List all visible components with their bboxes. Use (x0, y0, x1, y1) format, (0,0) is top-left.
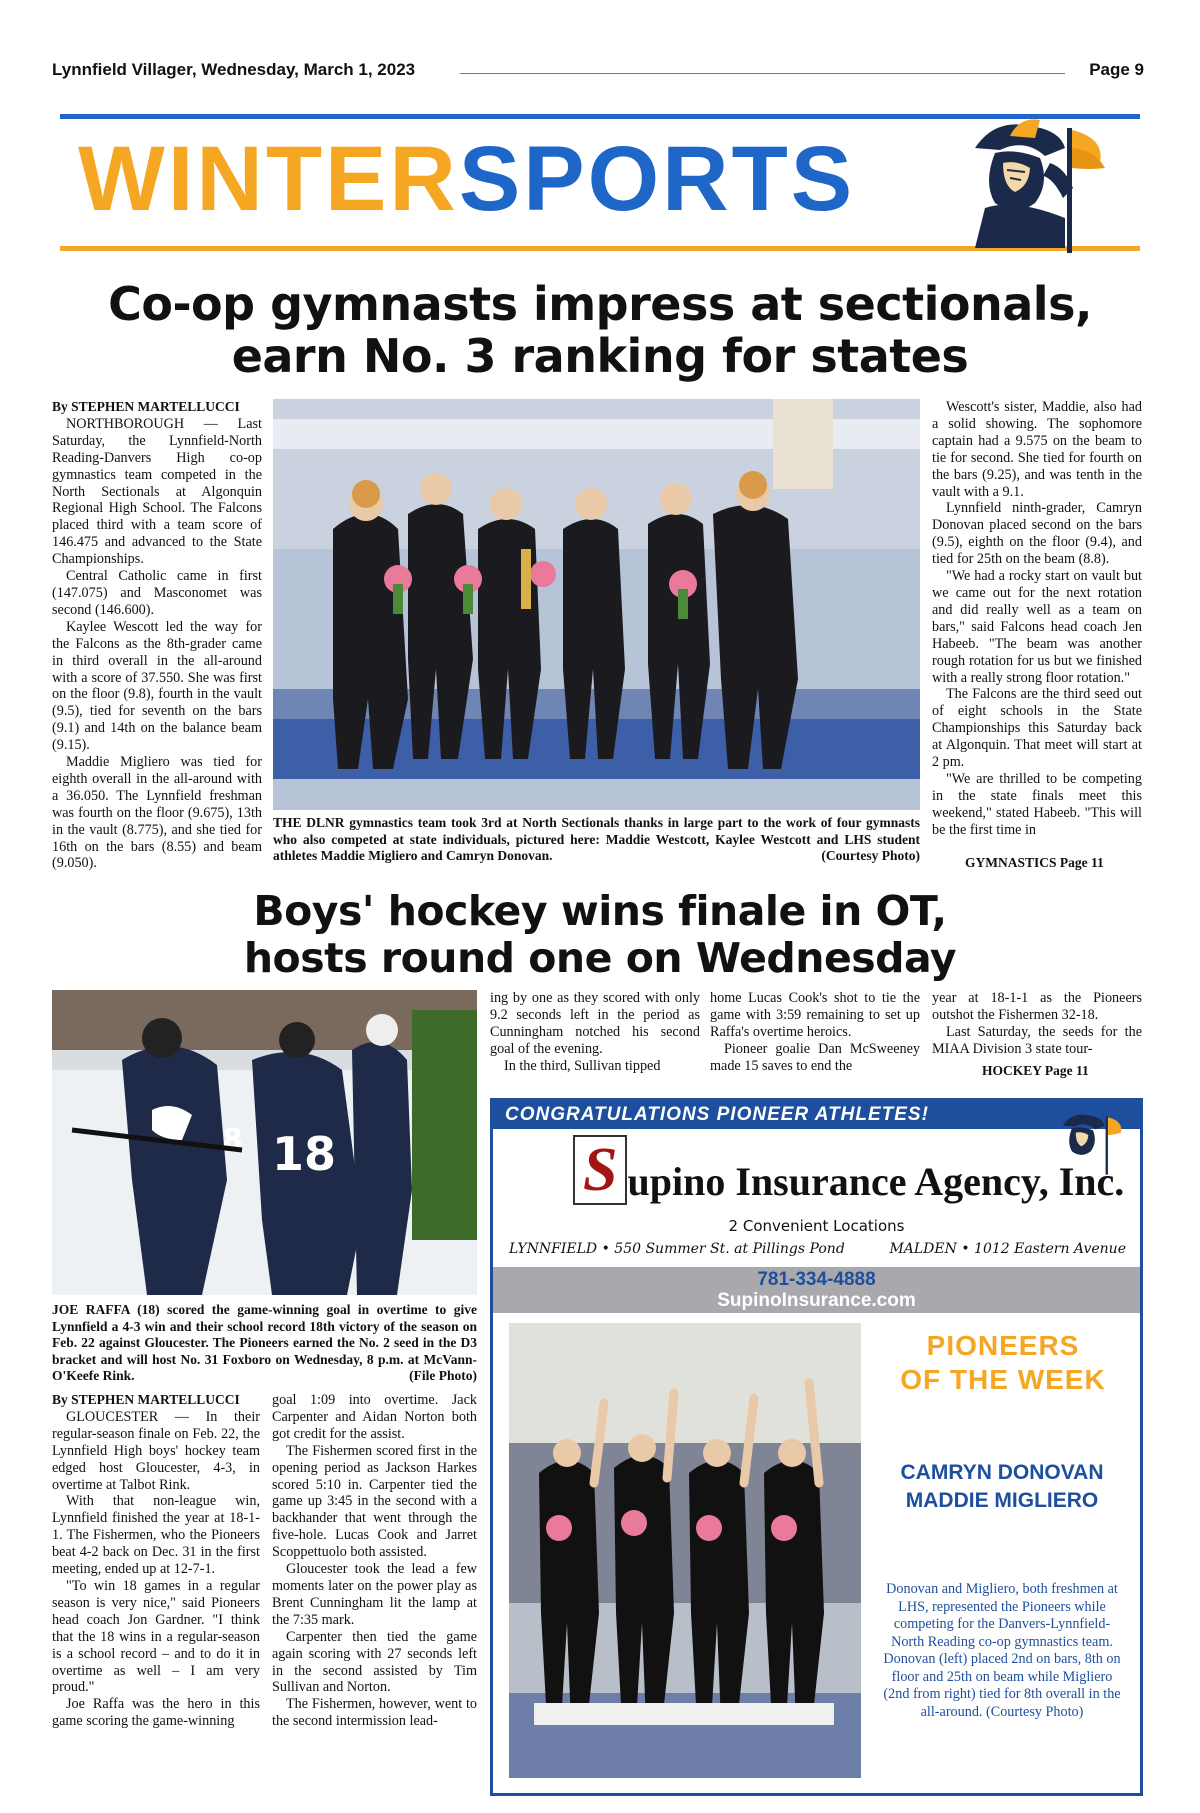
gymnastics-headline (60, 278, 1140, 383)
article-paragraph: Maddie Migliero was tied for eighth overall in the all-around with a 36.050. The Lynnfield freshman was fourth on the floor (9.675), 13th in the vault (8.775), and she tied for 16th on the bars (8.55) and beam (9.050). (52, 754, 262, 872)
hockey-headline-line2: hosts round one on Wednesday (243, 933, 957, 982)
page-number: Page 9 (1089, 60, 1144, 79)
header-rule (460, 73, 1065, 74)
article-paragraph: goal 1:09 into overtime. Jack Carpenter and Aidan Norton both got credit for the assist. (272, 1392, 477, 1442)
hockey-caption-credit: (File Photo) (409, 1368, 477, 1383)
article-paragraph: With that non-league win, Lynnfield finished the year at 18-1-1. The Fishermen, who the Pioneers beat 4-2 back on Dec. 31 in the first meeting, ended up at 12-7-1. (52, 1493, 260, 1578)
article-paragraph: year at 18-1-1 as the Pioneers outshot the Fishermen 32-18. (932, 990, 1142, 1023)
svg-text:8: 8 (222, 1123, 243, 1158)
hockey-headline (60, 888, 1140, 981)
article-paragraph: Wescott's sister, Maddie, also had a solid showing. The sophomore captain had a 9.575 on the beam to tie for second. She tied for fourth on the bars (9.25), and was tenth in the vault with a 9.1. (932, 399, 1142, 500)
winter-sports-banner (78, 128, 856, 230)
hockey-top-column-3 (932, 990, 1142, 1058)
ad-location-malden: MALDEN • 1012 Eastern Avenue (889, 1241, 1126, 1257)
pioneers-names (871, 1459, 1133, 1515)
ad-website[interactable]: SupinoInsurance.com (717, 1290, 916, 1311)
pioneers-of-the-week-title (878, 1329, 1128, 1397)
article-paragraph: "To win 18 games in a regular season is very nice," said Pioneers head coach Jon Gardner. "I think that the 18 wins in a regular-season is a school record – and to do it in overtime as well – I am very proud." (52, 1577, 260, 1696)
article-paragraph: Central Catholic came in first (147.075) and Masconomet was second (146.600). (52, 568, 262, 618)
hockey-photo-caption (52, 1302, 477, 1385)
gymnastics-photo-caption (273, 815, 920, 865)
ad-contact-bar (493, 1267, 1140, 1313)
gymnastics-jump-link[interactable]: GYMNASTICS Page 11 (965, 855, 1104, 870)
pioneer-name-2: MADDIE MIGLIERO (905, 1489, 1099, 1512)
gymnastics-photo-illustration (273, 399, 920, 810)
hockey-caption-text: JOE RAFFA (18) scored the game-winning goal in overtime to give Lynnfield a 4-3 win and their school record 18th victory of the season on Feb. 22 against Gloucester. The Pioneers earned the No. 2 seed in the D3 bracket and will host No. 31 Foxboro on Wednesday, 8 p.m. at McVann-O'Keefe Rink. (52, 1302, 477, 1383)
hockey-byline: By STEPHEN MARTELLUCCI (52, 1392, 240, 1407)
article-paragraph: The Fishermen scored first in the opening period as Jackson Harkes scored 5:10 in. Carpenter tied the game up 3:45 in the second with a backhander that went through the five-hole. Lucas Cook and Jarret Scoppettuolo both assisted. (272, 1442, 477, 1561)
hockey-jump-link[interactable]: HOCKEY Page 11 (982, 1063, 1089, 1078)
ad-company-initial: S (573, 1135, 627, 1205)
pioneers-of-the-week-photo (509, 1323, 861, 1778)
banner-word-sports: SPORTS (458, 128, 856, 230)
hockey-headline-line1: Boys' hockey wins finale in OT, (253, 887, 947, 935)
article-paragraph: Lynnfield ninth-grader, Camryn Donovan placed second on the bars (9.5), eighth on the floor (9.4), and tied for 25th on the beam (8.8). (932, 500, 1142, 568)
article-paragraph: "We are thrilled to be competing in the state finals meet this weekend," stated Habeeb. "This will be the first time in (932, 770, 1142, 838)
ad-company-name (573, 1135, 1124, 1205)
hockey-top-column-1 (490, 990, 700, 1075)
supino-insurance-ad (490, 1098, 1143, 1796)
hockey-column-1 (52, 1392, 260, 1730)
article-paragraph: NORTHBOROUGH — Last Saturday, the Lynnfield-North Reading-Danvers High co-op gymnastics team competed in the North Sectionals at Algonquin Regional High School. The Falcons placed third with a team score of 146.475 and advanced to the State Championships. (52, 415, 262, 568)
gymnastics-headline-line2: earn No. 3 ranking for states (231, 329, 969, 384)
article-paragraph: In the third, Sullivan tipped (504, 1057, 661, 1074)
ad-locations-title: 2 Convenient Locations (728, 1217, 905, 1235)
pioneers-blurb: Donovan and Migliero, both freshmen at LHS, represented the Pioneers while competing for the Danvers-Lynnfield-North Reading co-op gymnastics team. Donovan (left) placed 2nd on bars, 8th on floor and 25th on beam while Migliero (2nd from right) tied for 8th overall in the all-around. (Courtesy Photo) (883, 1581, 1121, 1720)
article-paragraph: The Falcons are the third seed out of eight schools in the State Championships this Saturday back at Algonquin. That meet will start at 2 pm. (932, 686, 1142, 771)
article-paragraph: The Fishermen, however, went to the second intermission lead- (272, 1696, 477, 1730)
pioneers-photo-illustration (509, 1323, 861, 1778)
article-paragraph: ing by one as they scored with only 9.2 seconds left in the period as Cunningham notched his second goal of the evening. (490, 990, 700, 1057)
publication-line: Lynnfield Villager, Wednesday, March 1, 2023 (52, 60, 416, 79)
gymnastics-caption-text: THE DLNR gymnastics team took 3rd at North Sectionals thanks in large part to the work of four gymnasts who also competed at state individuals, pictured here: Maddie Westcott, Kaylee Westcott and LHS student athletes Maddie Migliero and Camryn Donovan. (273, 815, 920, 863)
svg-text:18: 18 (272, 1127, 337, 1181)
hockey-photo (52, 990, 477, 1295)
article-paragraph: "We had a rocky start on vault but we came out for the next rotation and did really well as a team on bars," said Falcons head coach Jen Habeeb. "The beam was another rough rotation for us but we finished with a really strong floor rotation." (932, 568, 1142, 686)
pioneer-mascot-logo (955, 108, 1125, 258)
pow-title-line1: PIONEERS (926, 1330, 1080, 1361)
hockey-photo-illustration (52, 990, 477, 1295)
banner-word-winter: WINTER (78, 128, 459, 230)
gymnastics-team-photo (273, 399, 920, 810)
pow-title-line2: OF THE WEEK (900, 1364, 1106, 1395)
ad-company-rest: upino Insurance Agency, Inc. (627, 1159, 1125, 1204)
article-paragraph: GLOUCESTER — In their regular-season finale on Feb. 22, the Lynnfield High boys' hockey team edged host Gloucester, 4-3, in overtime at Talbot Rink. (52, 1408, 260, 1493)
article-paragraph: Kaylee Wescott led the way for the Falcons as the 8th-grader came in third overall in the all-around with a score of 37.550. She was first on the floor (9.8), fourth in the vault (9.5), tied for seventh on the bars (9.1) and 14th on the balance beam (9.15). (52, 618, 262, 754)
hockey-column-2 (272, 1392, 477, 1730)
gymnastics-caption-credit: (Courtesy Photo) (821, 848, 920, 863)
gymnastics-headline-line1: Co-op gymnasts impress at sectionals, (108, 277, 1092, 331)
pioneer-name-1: CAMRYN DONOVAN (900, 1461, 1104, 1484)
article-paragraph: Carpenter then tied the game again scoring with 27 seconds left in the second assisted by Tim Sullivan and Norton. (272, 1628, 477, 1696)
gymnastics-column-3 (932, 399, 1142, 839)
article-paragraph: Pioneer goalie Dan McSweeney made 15 saves to end the (710, 1040, 920, 1074)
article-paragraph: Last Saturday, the seeds for the MIAA Division 3 state tour- (932, 1023, 1142, 1057)
article-paragraph: Gloucester took the lead a few moments later on the power play as Brent Cunningham lit the lamp at the 7:35 mark. (272, 1561, 477, 1628)
ad-phone[interactable]: 781-334-4888 (757, 1269, 876, 1290)
ad-banner: CONGRATULATIONS PIONEER ATHLETES! (493, 1101, 1140, 1129)
gymnastics-byline: By STEPHEN MARTELLUCCI (52, 399, 240, 414)
hockey-top-column-2 (710, 990, 920, 1075)
article-paragraph: Joe Raffa was the hero in this game scoring the game-winning (52, 1696, 260, 1730)
ad-location-lynnfield: LYNNFIELD • 550 Summer St. at Pillings Pond (509, 1241, 845, 1257)
article-paragraph: home Lucas Cook's shot to tie the game with 3:59 remaining to set up Raffa's overtime heroics. (710, 990, 920, 1040)
gymnastics-column-1 (52, 399, 262, 872)
